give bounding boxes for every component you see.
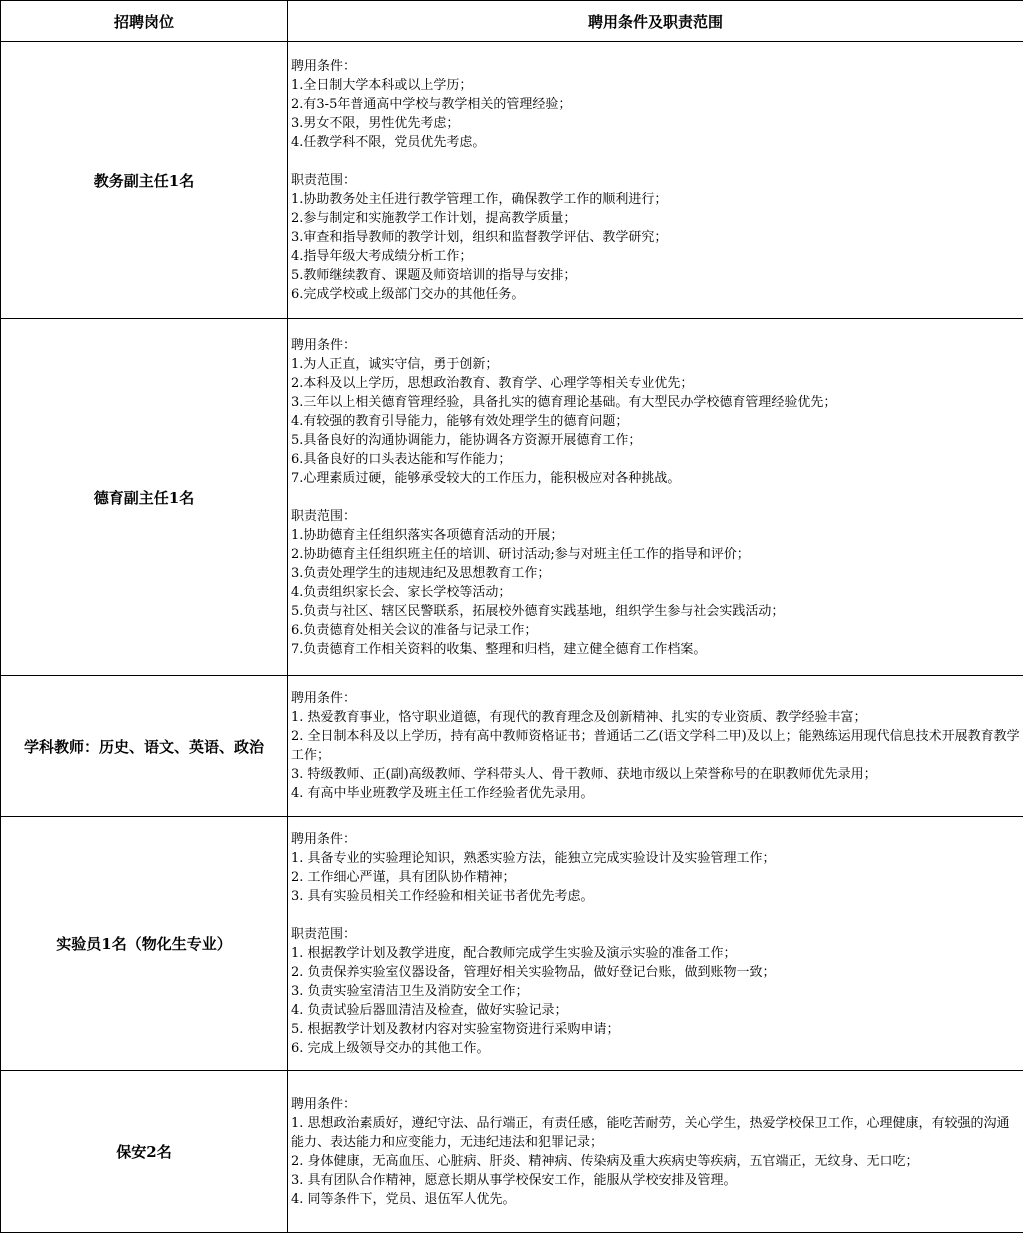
requirement-item: 7.心理素质过硬，能够承受较大的工作压力，能积极应对各种挑战。 xyxy=(291,469,1020,488)
duty-item: 2.协助德育主任组织班主任的培训、研讨活动;参与对班主任工作的指导和评价； xyxy=(291,545,1020,564)
requirement-item: 2.本科及以上学历，思想政治教育、教育学、心理学等相关专业优先； xyxy=(291,374,1020,393)
duty-item: 3.负责处理学生的违规违纪及思想教育工作； xyxy=(291,564,1020,583)
requirement-item: 2.有3-5年普通高中学校与教学相关的管理经验； xyxy=(291,95,1020,114)
spacer xyxy=(291,906,1020,925)
position-cell: 教务副主任1名 xyxy=(1,42,288,319)
duties-title: 职责范围： xyxy=(291,507,1020,526)
duty-item: 5.负责与社区、辖区民警联系，拓展校外德育实践基地，组织学生参与社会实践活动； xyxy=(291,602,1020,621)
position-cell: 学科教师：历史、语文、英语、政治 xyxy=(1,676,288,817)
duty-item: 7.负责德育工作相关资料的收集、整理和归档，建立健全德育工作档案。 xyxy=(291,640,1020,659)
duty-item: 4.负责组织家长会、家长学校等活动； xyxy=(291,583,1020,602)
requirement-item: 4.有较强的教育引导能力，能够有效处理学生的德育问题； xyxy=(291,412,1020,431)
position-cell: 保安2名 xyxy=(1,1071,288,1233)
requirement-item: 3. 具有实验员相关工作经验和相关证书者优先考虑。 xyxy=(291,887,1020,906)
requirement-item: 3. 特级教师、正(副)高级教师、学科带头人、骨干教师、获地市级以上荣誉称号的在职教师优先录用； xyxy=(291,765,1020,784)
duty-item: 5. 根据教学计划及教材内容对实验室物资进行采购申请； xyxy=(291,1020,1020,1039)
duty-item: 5.教师继续教育、课题及师资培训的指导与安排； xyxy=(291,266,1020,285)
duty-item: 2.参与制定和实施教学工作计划，提高教学质量； xyxy=(291,209,1020,228)
header-position: 招聘岗位 xyxy=(1,1,288,42)
requirement-item: 6.具备良好的口头表达能和写作能力； xyxy=(291,450,1020,469)
requirement-item: 4.任教学科不限，党员优先考虑。 xyxy=(291,133,1020,152)
table-row xyxy=(1,42,1023,319)
duties-title: 职责范围： xyxy=(291,171,1020,190)
requirement-item: 3.三年以上相关德育管理经验，具备扎实的德育理论基础。有大型民办学校德育管理经验优先； xyxy=(291,393,1020,412)
duty-item: 6.负责德育处相关会议的准备与记录工作； xyxy=(291,621,1020,640)
spacer xyxy=(291,488,1020,507)
duty-item: 6.完成学校或上级部门交办的其他任务。 xyxy=(291,285,1020,304)
spacer xyxy=(291,152,1020,171)
table-row xyxy=(1,676,1023,817)
duty-item: 1. 根据教学计划及教学进度，配合教师完成学生实验及演示实验的准备工作； xyxy=(291,944,1020,963)
requirement-item: 3.男女不限，男性优先考虑； xyxy=(291,114,1020,133)
table-row xyxy=(1,319,1023,676)
duties-title: 职责范围： xyxy=(291,925,1020,944)
requirement-item: 3. 具有团队合作精神，愿意长期从事学校保安工作，能服从学校安排及管理。 xyxy=(291,1171,1020,1190)
requirement-item: 1. 热爱教育事业，恪守职业道德，有现代的教育理念及创新精神、扎实的专业资质、教学经验丰富； xyxy=(291,708,1020,727)
description-cell xyxy=(288,319,1023,676)
description-cell xyxy=(288,817,1023,1071)
requirements-title: 聘用条件： xyxy=(291,830,1020,849)
requirements-title: 聘用条件： xyxy=(291,57,1020,76)
duty-item: 2. 负责保养实验室仪器设备，管理好相关实验物品，做好登记台账，做到账物一致； xyxy=(291,963,1020,982)
table-header-row xyxy=(1,1,1023,42)
duty-item: 4.指导年级大考成绩分析工作； xyxy=(291,247,1020,266)
duty-item: 1.协助教务处主任进行教学管理工作，确保教学工作的顺利进行； xyxy=(291,190,1020,209)
requirement-item: 4. 有高中毕业班教学及班主任工作经验者优先录用。 xyxy=(291,784,1020,803)
requirement-item: 1.全日制大学本科或以上学历； xyxy=(291,76,1020,95)
duty-item: 4. 负责试验后器皿清洁及检查，做好实验记录； xyxy=(291,1001,1020,1020)
requirement-item: 1. 思想政治素质好，遵纪守法、品行端正，有责任感，能吃苦耐劳，关心学生，热爱学校保卫工作，心理健康，有较强的沟通能力、表达能力和应变能力，无违纪违法和犯罪记录； xyxy=(291,1114,1020,1152)
requirement-item: 1.为人正直，诚实守信，勇于创新； xyxy=(291,355,1020,374)
duty-item: 1.协助德育主任组织落实各项德育活动的开展； xyxy=(291,526,1020,545)
requirement-item: 1. 具备专业的实验理论知识，熟悉实验方法，能独立完成实验设计及实验管理工作； xyxy=(291,849,1020,868)
requirements-title: 聘用条件： xyxy=(291,689,1020,708)
requirements-title: 聘用条件： xyxy=(291,1095,1020,1114)
position-cell: 德育副主任1名 xyxy=(1,319,288,676)
duty-item: 3.审查和指导教师的教学计划，组织和监督教学评估、教学研究； xyxy=(291,228,1020,247)
table-row xyxy=(1,817,1023,1071)
duty-item: 6. 完成上级领导交办的其他工作。 xyxy=(291,1039,1020,1058)
requirement-item: 4. 同等条件下，党员、退伍军人优先。 xyxy=(291,1190,1020,1209)
requirement-item: 2. 身体健康，无高血压、心脏病、肝炎、精神病、传染病及重大疾病史等疾病，五官端正，无纹身、无口吃； xyxy=(291,1152,1020,1171)
requirements-title: 聘用条件： xyxy=(291,336,1020,355)
description-cell xyxy=(288,676,1023,817)
description-cell xyxy=(288,1071,1023,1233)
requirement-item: 5.具备良好的沟通协调能力，能协调各方资源开展德育工作； xyxy=(291,431,1020,450)
header-conditions: 聘用条件及职责范围 xyxy=(288,1,1023,42)
position-cell: 实验员1名（物化生专业） xyxy=(1,817,288,1071)
requirement-item: 2. 全日制本科及以上学历，持有高中教师资格证书；普通话二乙(语文学科二甲)及以上；能熟练运用现代信息技术开展教育教学工作； xyxy=(291,727,1020,765)
requirement-item: 2. 工作细心严谨，具有团队协作精神； xyxy=(291,868,1020,887)
table-row xyxy=(1,1071,1023,1233)
duty-item: 3. 负责实验室清洁卫生及消防安全工作； xyxy=(291,982,1020,1001)
description-cell xyxy=(288,42,1023,319)
